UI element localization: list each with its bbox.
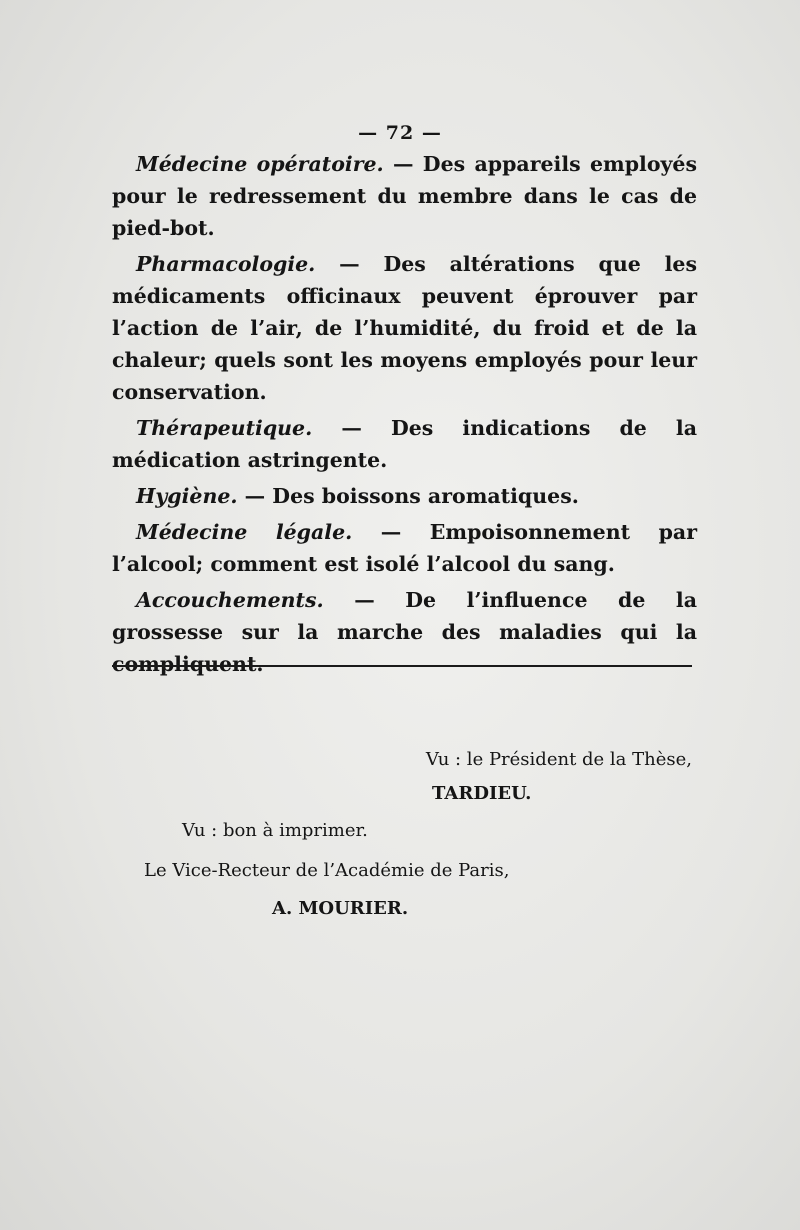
question-text: — Des appareils employés pour le redressement du membre dans le cas de pied-bot. [112,152,697,240]
question-subject: Accouchements. [136,588,324,612]
president-name: TARDIEU. [432,783,532,804]
question-paragraph [112,516,697,580]
question-subject: Thérapeutique. [136,416,313,440]
exam-questions [112,148,697,684]
question-subject: Hygiène. [136,484,238,508]
question-subject: Pharmacologie. [136,252,316,276]
divider-rule [112,665,692,667]
question-paragraph [112,148,697,244]
question-paragraph [112,248,697,408]
president-approval-line: Vu : le Président de la Thèse, [425,749,692,770]
question-text: — Des indications de la médication astringente. [112,416,697,472]
question-subject: Médecine légale. [136,520,353,544]
vice-rector-name: A. MOURIER. [272,898,409,919]
question-text: — Des boissons aromatiques. [237,484,579,508]
vice-rector-line: Le Vice-Recteur de l’Académie de Paris, [144,860,510,881]
question-paragraph [112,412,697,476]
question-subject: Médecine opératoire. [136,152,384,176]
page-number: — 72 — [358,122,442,144]
print-approval-line: Vu : bon à imprimer. [182,820,368,841]
question-text: — De l’influence de la grossesse sur la marche des maladies qui la compliquent. [112,588,697,676]
question-text: — Des altérations que les médicaments officinaux peuvent éprouver par l’action de l’air, de l’humidité, du froid et de la chaleur; quels sont les moyens employés pour leur conservation. [112,252,697,404]
question-text: — Empoisonnement par l’alcool; comment est isolé l’alcool du sang. [112,520,697,576]
question-paragraph [112,480,697,512]
